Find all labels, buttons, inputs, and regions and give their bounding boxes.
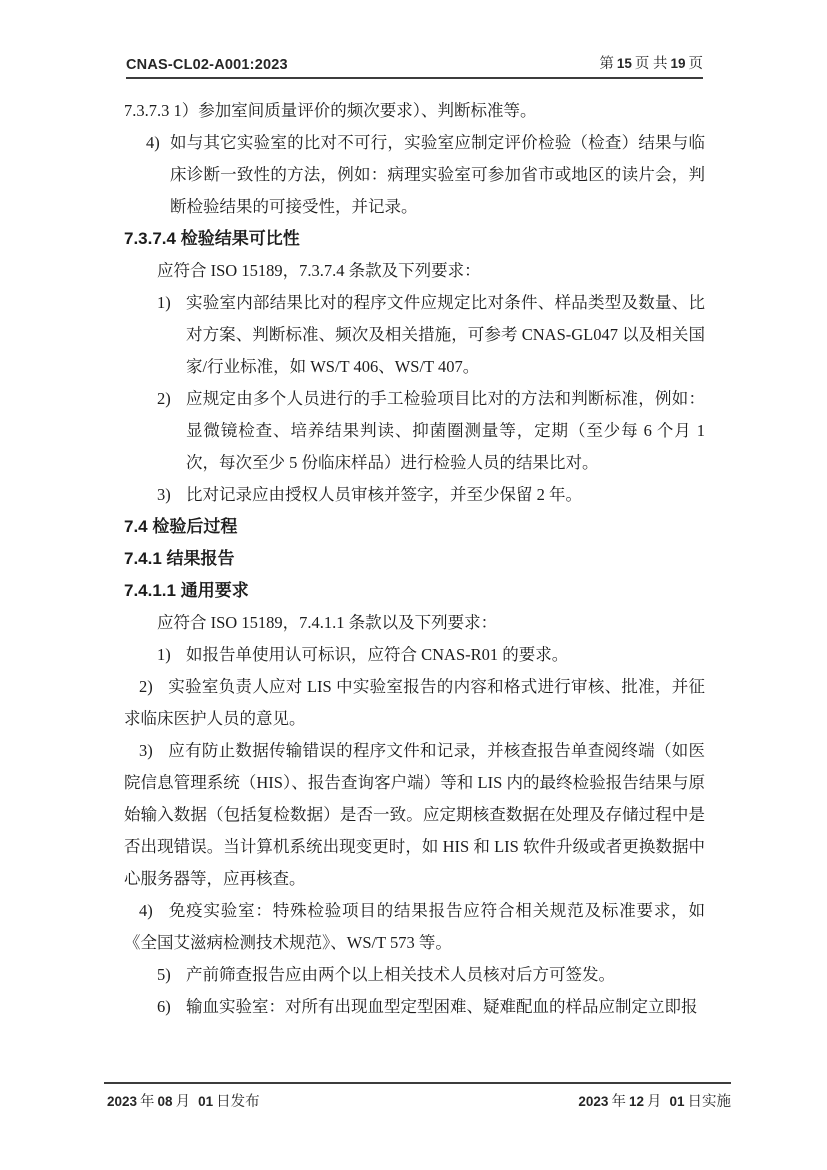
section-intro-7374: 应符合 ISO 15189，7.3.7.4 条款及下列要求： <box>157 261 481 280</box>
implementation-date <box>575 1090 731 1111</box>
list-item-text: 输血实验室：对所有出现血型定型困难、疑难配血的样品应制定立即报 <box>186 997 698 1016</box>
list-item-number: 4) <box>139 901 153 920</box>
impl-year: 2023 <box>578 1094 609 1109</box>
list-item <box>124 383 705 479</box>
list-item-number: 2) <box>139 677 153 696</box>
list-item <box>124 991 705 1023</box>
list-item-text: 产前筛查报告应由两个以上相关技术人员核对后方可签发。 <box>186 965 615 984</box>
list-item <box>124 287 705 383</box>
issue-day: 01 <box>198 1094 214 1109</box>
impl-day-label: 日实施 <box>687 1094 731 1110</box>
impl-year-label: 年 <box>611 1094 626 1110</box>
page-number-indicator <box>599 52 703 73</box>
list-item <box>124 479 705 511</box>
issue-day-label: 日发布 <box>216 1094 260 1110</box>
document-body <box>124 95 705 1023</box>
list-item-text: 免疫实验室：特殊检验项目的结果报告应符合相关规范及标准要求，如《全国艾滋病检测技术规范》、WS/T 573 等。 <box>124 901 705 952</box>
list-item-text: 应规定由多个人员进行的手工检验项目比对的方法和判断标准，例如：显微镜检查、培养结果判读、抑菌圈测量等，定期（至少每 6 个月 1 次，每次至少 5 份临床样品）进行检验人员的结果比对。 <box>186 389 705 472</box>
list-item-text: 比对记录应由授权人员审核并签字，并至少保留 2 年。 <box>186 485 582 504</box>
impl-month: 12 <box>628 1094 644 1109</box>
issue-month: 08 <box>157 1094 173 1109</box>
list-item-text: 实验室负责人应对 LIS 中实验室报告的内容和格式进行审核、批准，并征求临床医护人员的意见。 <box>124 677 705 728</box>
page-header <box>126 52 703 79</box>
current-page-number: 15 <box>616 56 632 71</box>
page-label-suffix: 页 <box>688 56 703 72</box>
list-item-text: 应有防止数据传输错误的程序文件和记录，并核查报告单查阅终端（如医院信息管理系统（HIS）、报告查询客户端）等和 LIS 内的最终检验报告结果与原始输入数据（包括复检数据）是否一致。应定期核查数据在处理及存储过程中是否出现错误。当计算机系统出现变更时，如 HIS 和 LIS 软件升级或者更换数据中心服务器等，应再核查。 <box>124 741 705 888</box>
section-intro-7411: 应符合 ISO 15189，7.4.1.1 条款以及下列要求： <box>157 613 498 632</box>
list-item-number: 1) <box>157 645 171 664</box>
list-item <box>124 735 705 895</box>
issue-year: 2023 <box>107 1094 138 1109</box>
carryover-clause-line: 7.3.7.3 1）参加室间质量评价的频次要求）、判断标准等。 <box>124 101 537 120</box>
total-page-number: 19 <box>670 56 686 71</box>
list-item <box>124 959 705 991</box>
page-label-middle: 页 共 <box>634 56 668 72</box>
document-code: CNAS-CL02-A001:2023 <box>126 57 288 73</box>
issue-year-label: 年 <box>140 1094 155 1110</box>
section-heading-741: 7.4.1 结果报告 <box>124 549 235 568</box>
impl-day: 01 <box>669 1094 685 1109</box>
page-footer <box>104 1082 731 1111</box>
page-label-prefix: 第 <box>599 56 614 72</box>
list-item-text: 如报告单使用认可标识，应符合 CNAS-R01 的要求。 <box>186 645 569 664</box>
issue-month-label: 月 <box>175 1094 191 1110</box>
list-item-text: 实验室内部结果比对的程序文件应规定比对条件、样品类型及数量、比对方案、判断标准、频次及相关措施，可参考 CNAS-GL047 以及相关国家/行业标准，如 WS/T 406、WS/T 407。 <box>186 293 705 376</box>
list-item-number: 2) <box>157 389 171 408</box>
list-item <box>124 895 705 959</box>
list-item-number: 5) <box>157 965 171 984</box>
list-item-number: 1) <box>157 293 171 312</box>
list-item-number: 4) <box>146 133 160 152</box>
list-item-4-carryover <box>124 127 705 223</box>
list-item <box>124 671 705 735</box>
list-item-number: 3) <box>157 485 171 504</box>
list-item-text: 如与其它实验室的比对不可行，实验室应制定评价检验（检查）结果与临床诊断一致性的方法，例如：病理实验室可参加省市或地区的读片会，判断检验结果的可接受性，并记录。 <box>170 133 705 216</box>
list-item-number: 6) <box>157 997 171 1016</box>
list-item-number: 3) <box>139 741 153 760</box>
section-heading-7411: 7.4.1.1 通用要求 <box>124 581 249 600</box>
issue-date <box>104 1090 260 1111</box>
list-item <box>124 639 705 671</box>
impl-month-label: 月 <box>646 1094 662 1110</box>
section-heading-74: 7.4 检验后过程 <box>124 517 238 536</box>
section-heading-7374: 7.3.7.4 检验结果可比性 <box>124 229 300 248</box>
